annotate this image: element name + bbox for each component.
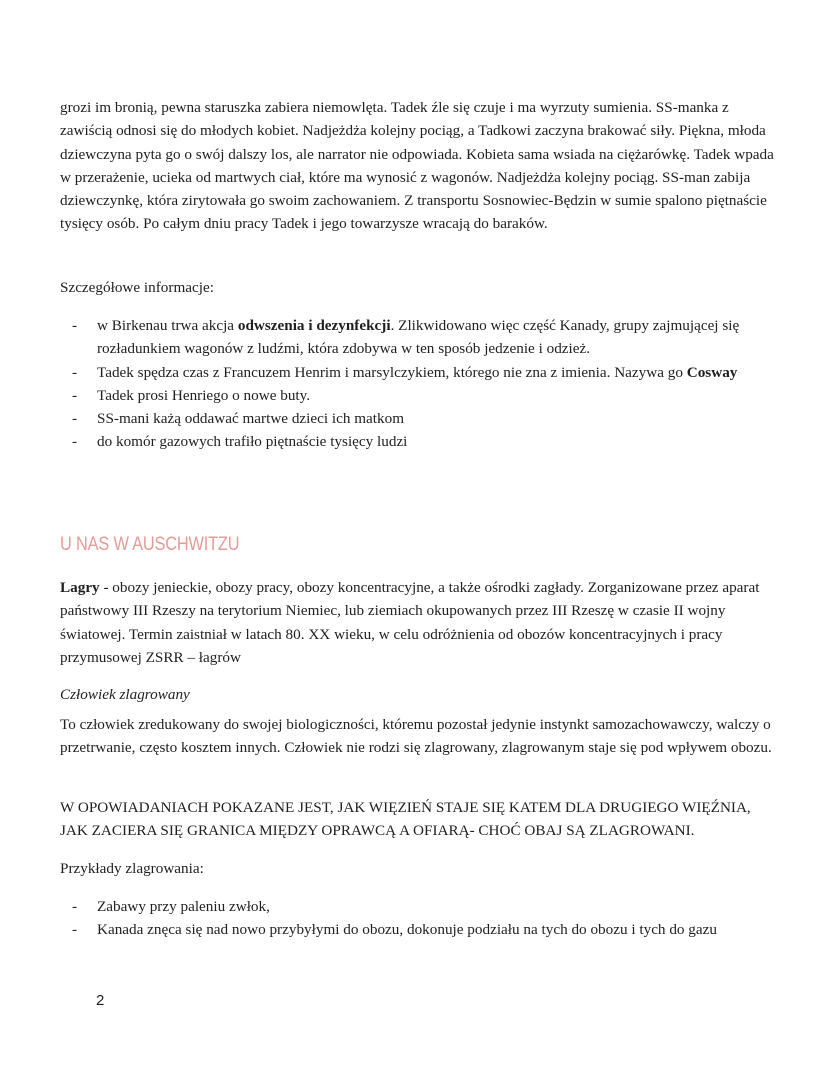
- list-item: - Tadek spędza czas z Francuzem Henrim i marsylczykiem, którego nie zna z imienia. Nazywa go Cosway: [60, 361, 780, 384]
- examples-label: Przykłady zlagrowania:: [60, 860, 204, 877]
- dash-bullet: -: [72, 898, 78, 915]
- caps-statement: W OPOWIADANIACH POKAZANE JEST, JAK WIĘZIEŃ STAJE SIĘ KATEM DLA DRUGIEGO WIĘŹNIA, JAK ZACIERA SIĘ GRANICA MIĘDZY OPRAWCĄ A OFIARĄ- CHOĆ OBAJ SĄ ZLAGROWANI.: [60, 799, 751, 840]
- list-item: - Kanada znęca się nad nowo przybyłymi do obozu, dokonuje podziału na tych do obozu i tych do gazu: [60, 918, 780, 941]
- details-list: [60, 314, 780, 454]
- dash-bullet: -: [72, 410, 78, 428]
- list-item: - do komór gazowych trafiło piętnaście tysięcy ludzi: [60, 430, 780, 453]
- subheading: Człowiek zlagrowany: [60, 686, 190, 703]
- list-item: - SS-mani każą oddawać martwe dzieci ich matkom: [60, 407, 780, 430]
- details-label: Szczegółowe informacje:: [60, 279, 214, 296]
- dash-bullet: -: [72, 433, 78, 451]
- zlagrowany-paragraph: To człowiek zredukowany do swojej biologiczności, któremu pozostał jedynie instynkt samozachowawczy, walczy o przetrwanie, często kosztem innych. Człowiek nie rodzi się zlagrowany, zlagrowanym staje się pod wpływem obozu.: [60, 716, 772, 757]
- bold-term: Lagry: [60, 579, 100, 596]
- page-number: 2: [96, 992, 105, 1009]
- list-item: - Tadek prosi Henriego o nowe buty.: [60, 384, 780, 407]
- summary-paragraph: grozi im bronią, pewna staruszka zabiera niemowlęta. Tadek źle się czuje i ma wyrzuty sumienia. SS-manka z zawiścią odnosi się do młodych kobiet. Nadjeżdża kolejny pociąg, a Tadkowi zaczyna brakować siły. Piękna, młoda dziewczyna pyta go o swój dalszy los, ale narrator nie odpowiada. Kobieta sama wsiada na ciężarówkę. Tadek wpada w przerażenie, ucieka od martwych ciał, które ma wynosić z wagonów. Nadjeżdża kolejny pociąg. SS-man zabija dziewczynkę, która zirytowała go swoim zachowaniem. Z transportu Sosnowiec-Będzin w sumie spalono piętnaście tysięcy osób. Po całym dniu pracy Tadek i jego towarzysze wracają do baraków.: [60, 99, 774, 233]
- list-item: - Zabawy przy paleniu zwłok,: [60, 895, 780, 918]
- dash-bullet: -: [72, 386, 78, 404]
- dash-bullet: -: [72, 921, 78, 939]
- dash-bullet: -: [72, 363, 78, 381]
- lagry-definition: Lagry - obozy jenieckie, obozy pracy, obozy koncentracyjne, a także ośrodki zagłady. Zorganizowane przez aparat państwowy III Rzeszy na terytorium Niemiec, lub ziemiach okupowanych przez III Rzeszę w czasie II wojny światowej. Termin zaistniał w latach 80. XX wieku, w celu odróżnienia od obozów koncentracyjnych i pracy przymusowej ZSRR – łagrów: [60, 579, 760, 666]
- section-heading: U NAS W AUSCHWITZU: [60, 534, 240, 555]
- dash-bullet: -: [72, 317, 78, 334]
- bold-term: odwszenia i dezynfekcji: [237, 317, 391, 334]
- examples-list: [60, 895, 780, 942]
- list-item: - w Birkenau trwa akcja odwszenia i dezynfekcji. Zlikwidowano więc część Kanady, grupy zajmującej się rozładunkiem wagonów z ludźmi, która zdobywa w ten sposób jedzenie i odzież.: [60, 314, 780, 361]
- bold-term: Cosway: [686, 363, 738, 381]
